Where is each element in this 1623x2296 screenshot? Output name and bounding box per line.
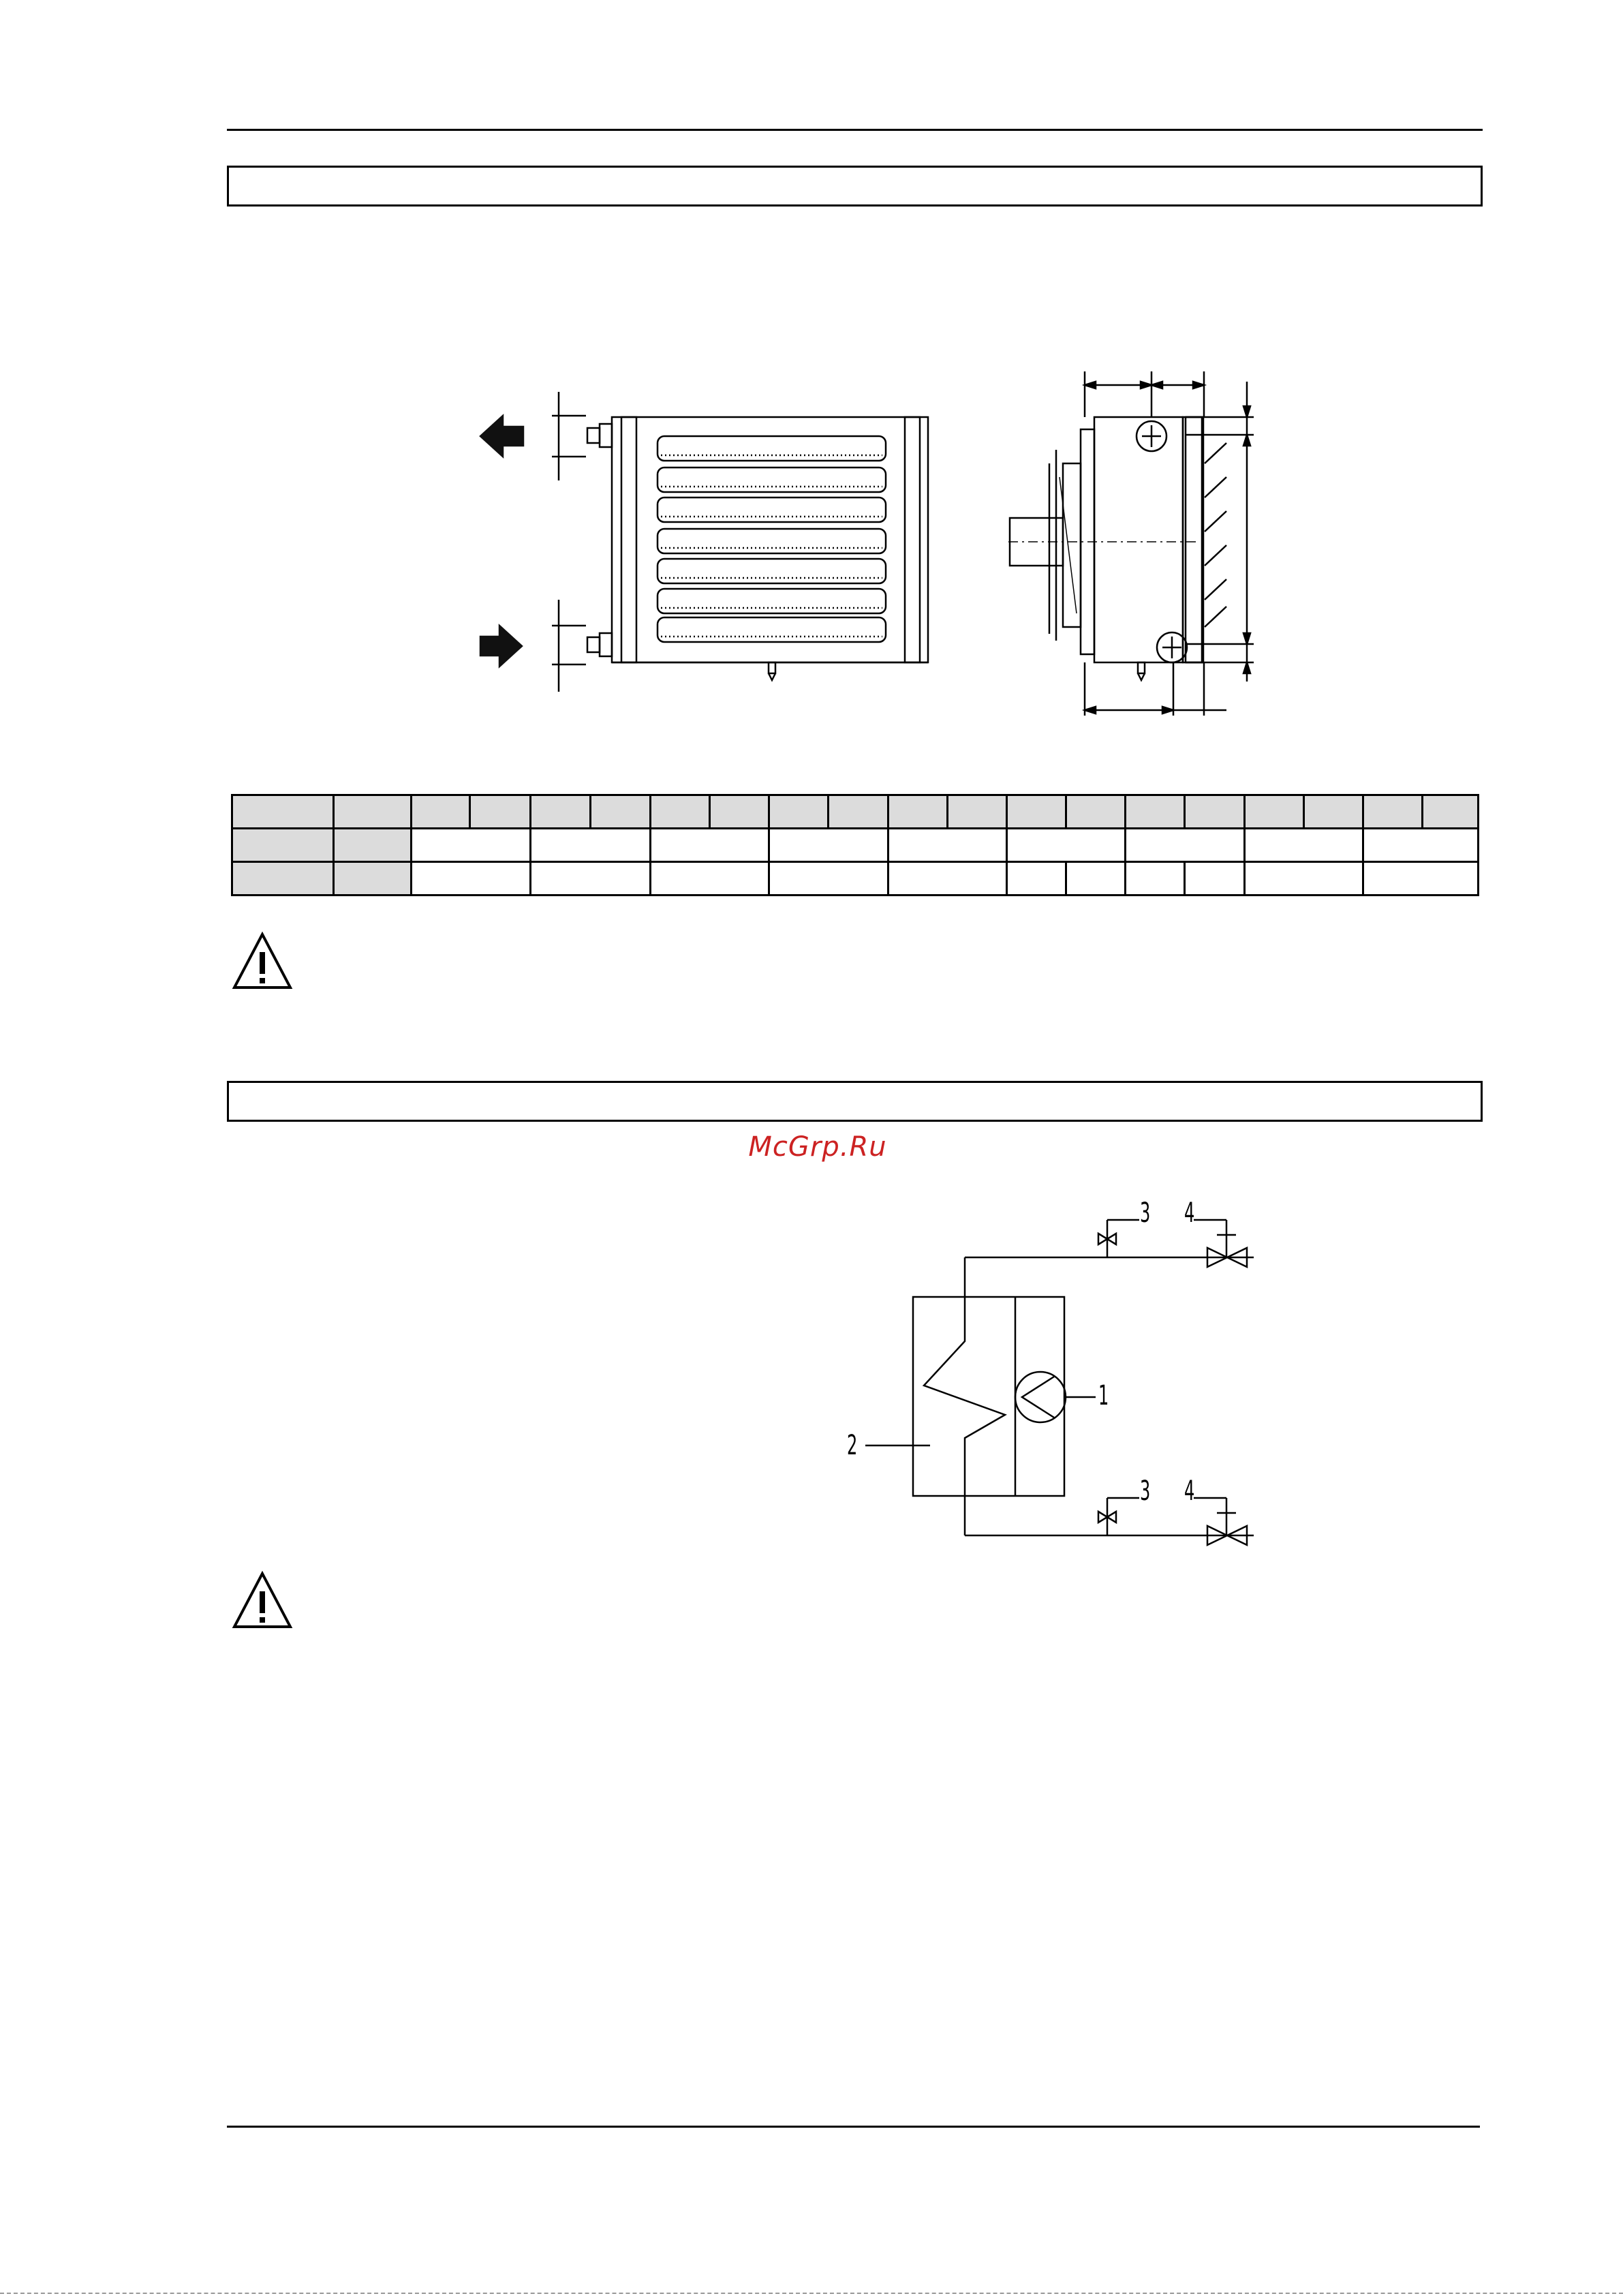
section-heading-connection: [227, 1081, 1483, 1122]
table-header-row: [232, 795, 1479, 829]
spec-table: [231, 794, 1479, 896]
label-valve-upper: 3: [1140, 1197, 1151, 1229]
table-row: [232, 862, 1479, 896]
label-shutoff-upper: 4: [1184, 1197, 1195, 1229]
label-fan: 1: [1098, 1380, 1109, 1411]
label-heat-exchanger: 2: [847, 1430, 858, 1461]
outlet-arrow-icon: [480, 416, 523, 457]
louvre-blades: [658, 436, 886, 642]
inlet-arrow-icon: [480, 626, 522, 667]
section-heading-dimensions: [227, 166, 1483, 206]
label-valve-lower: 3: [1140, 1475, 1151, 1507]
table-row: [232, 829, 1479, 862]
header-rule: [227, 129, 1483, 131]
label-shutoff-lower: 4: [1184, 1475, 1195, 1507]
warning-icon: [232, 932, 293, 990]
footer-rule: [227, 2126, 1480, 2128]
watermark: McGrp.Ru: [748, 1131, 887, 1163]
scan-edge-line: [0, 2293, 1623, 2294]
warning-icon: [232, 1571, 293, 1629]
